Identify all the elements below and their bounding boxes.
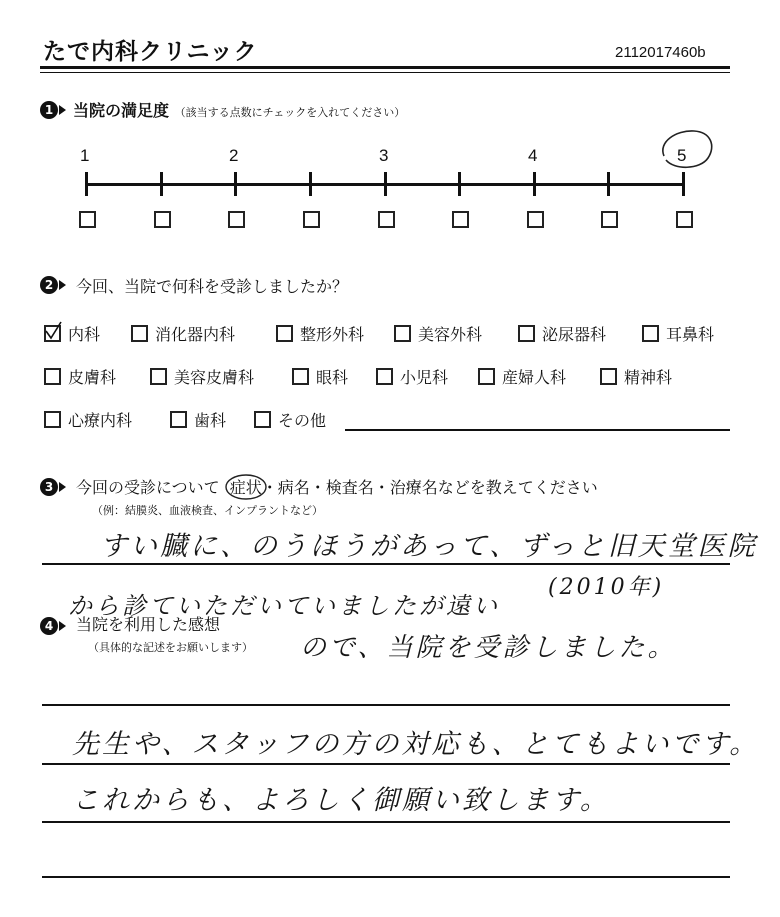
question-1-note: （該当する点数にチェックを入れてください）	[174, 106, 406, 119]
circled-keyword	[230, 478, 262, 497]
question-4-note: （具体的な記述をお願いします）	[88, 641, 253, 654]
rating-checkbox[interactable]	[601, 211, 618, 228]
rating-checkbox[interactable]	[676, 211, 693, 228]
rating-checkbox[interactable]	[452, 211, 469, 228]
checkbox[interactable]	[394, 325, 411, 342]
scale-label-5: 5	[677, 146, 687, 165]
dept-label: 泌尿器科	[542, 325, 607, 344]
dept-label: 整形外科	[300, 325, 365, 344]
question-arrow-icon	[59, 621, 66, 631]
question-arrow-icon	[59, 105, 66, 115]
dept-option-other[interactable]	[254, 408, 326, 431]
checkbox[interactable]	[150, 368, 167, 385]
answer-line	[42, 821, 730, 823]
answer-line	[42, 763, 730, 765]
checkbox[interactable]	[292, 368, 309, 385]
question-1-heading	[73, 98, 405, 121]
dept-label: 心療内科	[68, 411, 133, 430]
dept-label: 内科	[68, 325, 101, 344]
dept-label: 美容外科	[418, 325, 483, 344]
dept-label: 小児科	[400, 368, 449, 387]
question-arrow-icon	[59, 280, 66, 290]
dept-label: 美容皮膚科	[174, 368, 255, 387]
dept-option[interactable]	[478, 365, 566, 388]
checkbox[interactable]	[642, 325, 659, 342]
selected-value-circle	[656, 126, 718, 174]
answer-3-line-1: すい臓に、のうほうがあって、ずっと旧天堂医院	[100, 531, 758, 562]
dept-option[interactable]	[131, 322, 235, 345]
scale-tick	[384, 172, 387, 196]
scale-label-1: 1	[80, 146, 90, 165]
scale-tick	[682, 172, 685, 196]
scale-tick	[533, 172, 536, 196]
dept-option[interactable]	[292, 365, 348, 388]
scale-label-3: 3	[379, 146, 389, 165]
checkbox[interactable]	[170, 411, 187, 428]
scale-tick	[607, 172, 610, 196]
dept-label: 消化器内科	[155, 325, 236, 344]
question-3-title-circled: 症状	[229, 478, 262, 497]
dept-label: 皮膚科	[68, 368, 117, 387]
scale-label-4: 4	[528, 146, 538, 165]
dept-option[interactable]	[44, 408, 132, 431]
answer-3-line-3: ので、当院を受診しました。	[300, 633, 677, 663]
rating-checkbox[interactable]	[378, 211, 395, 228]
checkbox[interactable]	[478, 368, 495, 385]
dept-label: その他	[278, 411, 327, 430]
question-2-number: 2	[40, 276, 58, 294]
scale-label-2: 2	[229, 146, 239, 165]
dept-option[interactable]	[170, 408, 226, 431]
rating-checkbox[interactable]	[303, 211, 320, 228]
rating-checkbox[interactable]	[527, 211, 544, 228]
checkbox[interactable]	[518, 325, 535, 342]
dept-option[interactable]	[642, 322, 714, 345]
checkbox[interactable]	[44, 368, 61, 385]
question-3-title-prefix: 今回の受診について	[76, 478, 220, 497]
question-1-title: 当院の満足度	[73, 101, 170, 120]
other-fill-line[interactable]	[345, 429, 730, 431]
scale-tick	[160, 172, 163, 196]
answer-4-line-2: これからも、よろしく御願い致します。	[72, 785, 610, 816]
dept-option[interactable]	[150, 365, 254, 388]
scale-tick	[85, 172, 88, 196]
dept-label: 眼科	[316, 368, 349, 387]
checkbox[interactable]	[600, 368, 617, 385]
keyword-circle	[224, 472, 270, 502]
scale-tick	[309, 172, 312, 196]
rating-checkbox[interactable]	[154, 211, 171, 228]
checkbox-checked[interactable]	[44, 325, 61, 342]
rating-checkbox[interactable]	[228, 211, 245, 228]
checkbox[interactable]	[276, 325, 293, 342]
answer-3-year: (2010年)	[548, 575, 665, 600]
question-arrow-icon	[59, 482, 66, 492]
scale-tick	[458, 172, 461, 196]
question-2-title: 今回、当院で何科を受診しましたか？	[76, 277, 349, 296]
dept-option[interactable]	[518, 322, 606, 345]
dept-option[interactable]	[44, 365, 116, 388]
check-mark-icon	[44, 321, 64, 341]
dept-option[interactable]	[376, 365, 448, 388]
question-3-title	[76, 475, 598, 498]
dept-label: 精神科	[624, 368, 673, 387]
checkbox[interactable]	[44, 411, 61, 428]
answer-line	[42, 563, 730, 565]
answer-line	[42, 704, 730, 706]
header-rule-thin	[40, 72, 730, 73]
question-3-title-suffix: ・病名・検査名・治療名などを教えてください	[261, 478, 598, 497]
rating-checkbox[interactable]	[79, 211, 96, 228]
dept-label: 耳鼻科	[666, 325, 715, 344]
answer-4-line-1: 先生や、スタッフの方の対応も、とてもよいです。	[72, 729, 760, 760]
checkbox[interactable]	[254, 411, 271, 428]
document-id: 2112017460b	[615, 44, 706, 61]
dept-option[interactable]	[394, 322, 482, 345]
header-rule	[40, 66, 730, 69]
dept-option[interactable]	[276, 322, 364, 345]
dept-option[interactable]	[600, 365, 672, 388]
checkbox[interactable]	[131, 325, 148, 342]
question-3-number: 3	[40, 478, 58, 496]
dept-option-naika[interactable]	[44, 322, 100, 345]
checkbox[interactable]	[376, 368, 393, 385]
dept-label: 歯科	[194, 411, 227, 430]
scale-tick	[234, 172, 237, 196]
dept-label: 産婦人科	[502, 368, 567, 387]
question-4-number: 4	[40, 617, 58, 635]
clinic-name: たで内科クリニック	[43, 39, 258, 65]
answer-line	[42, 876, 730, 878]
question-1-number: 1	[40, 101, 58, 119]
answer-3-line-2: から診ていただいていましたが遠い	[68, 592, 500, 620]
question-4-title: 当院を利用した感想	[76, 615, 221, 634]
question-3-example: （例：結膜炎、血液検査、インプラントなど）	[92, 504, 323, 517]
